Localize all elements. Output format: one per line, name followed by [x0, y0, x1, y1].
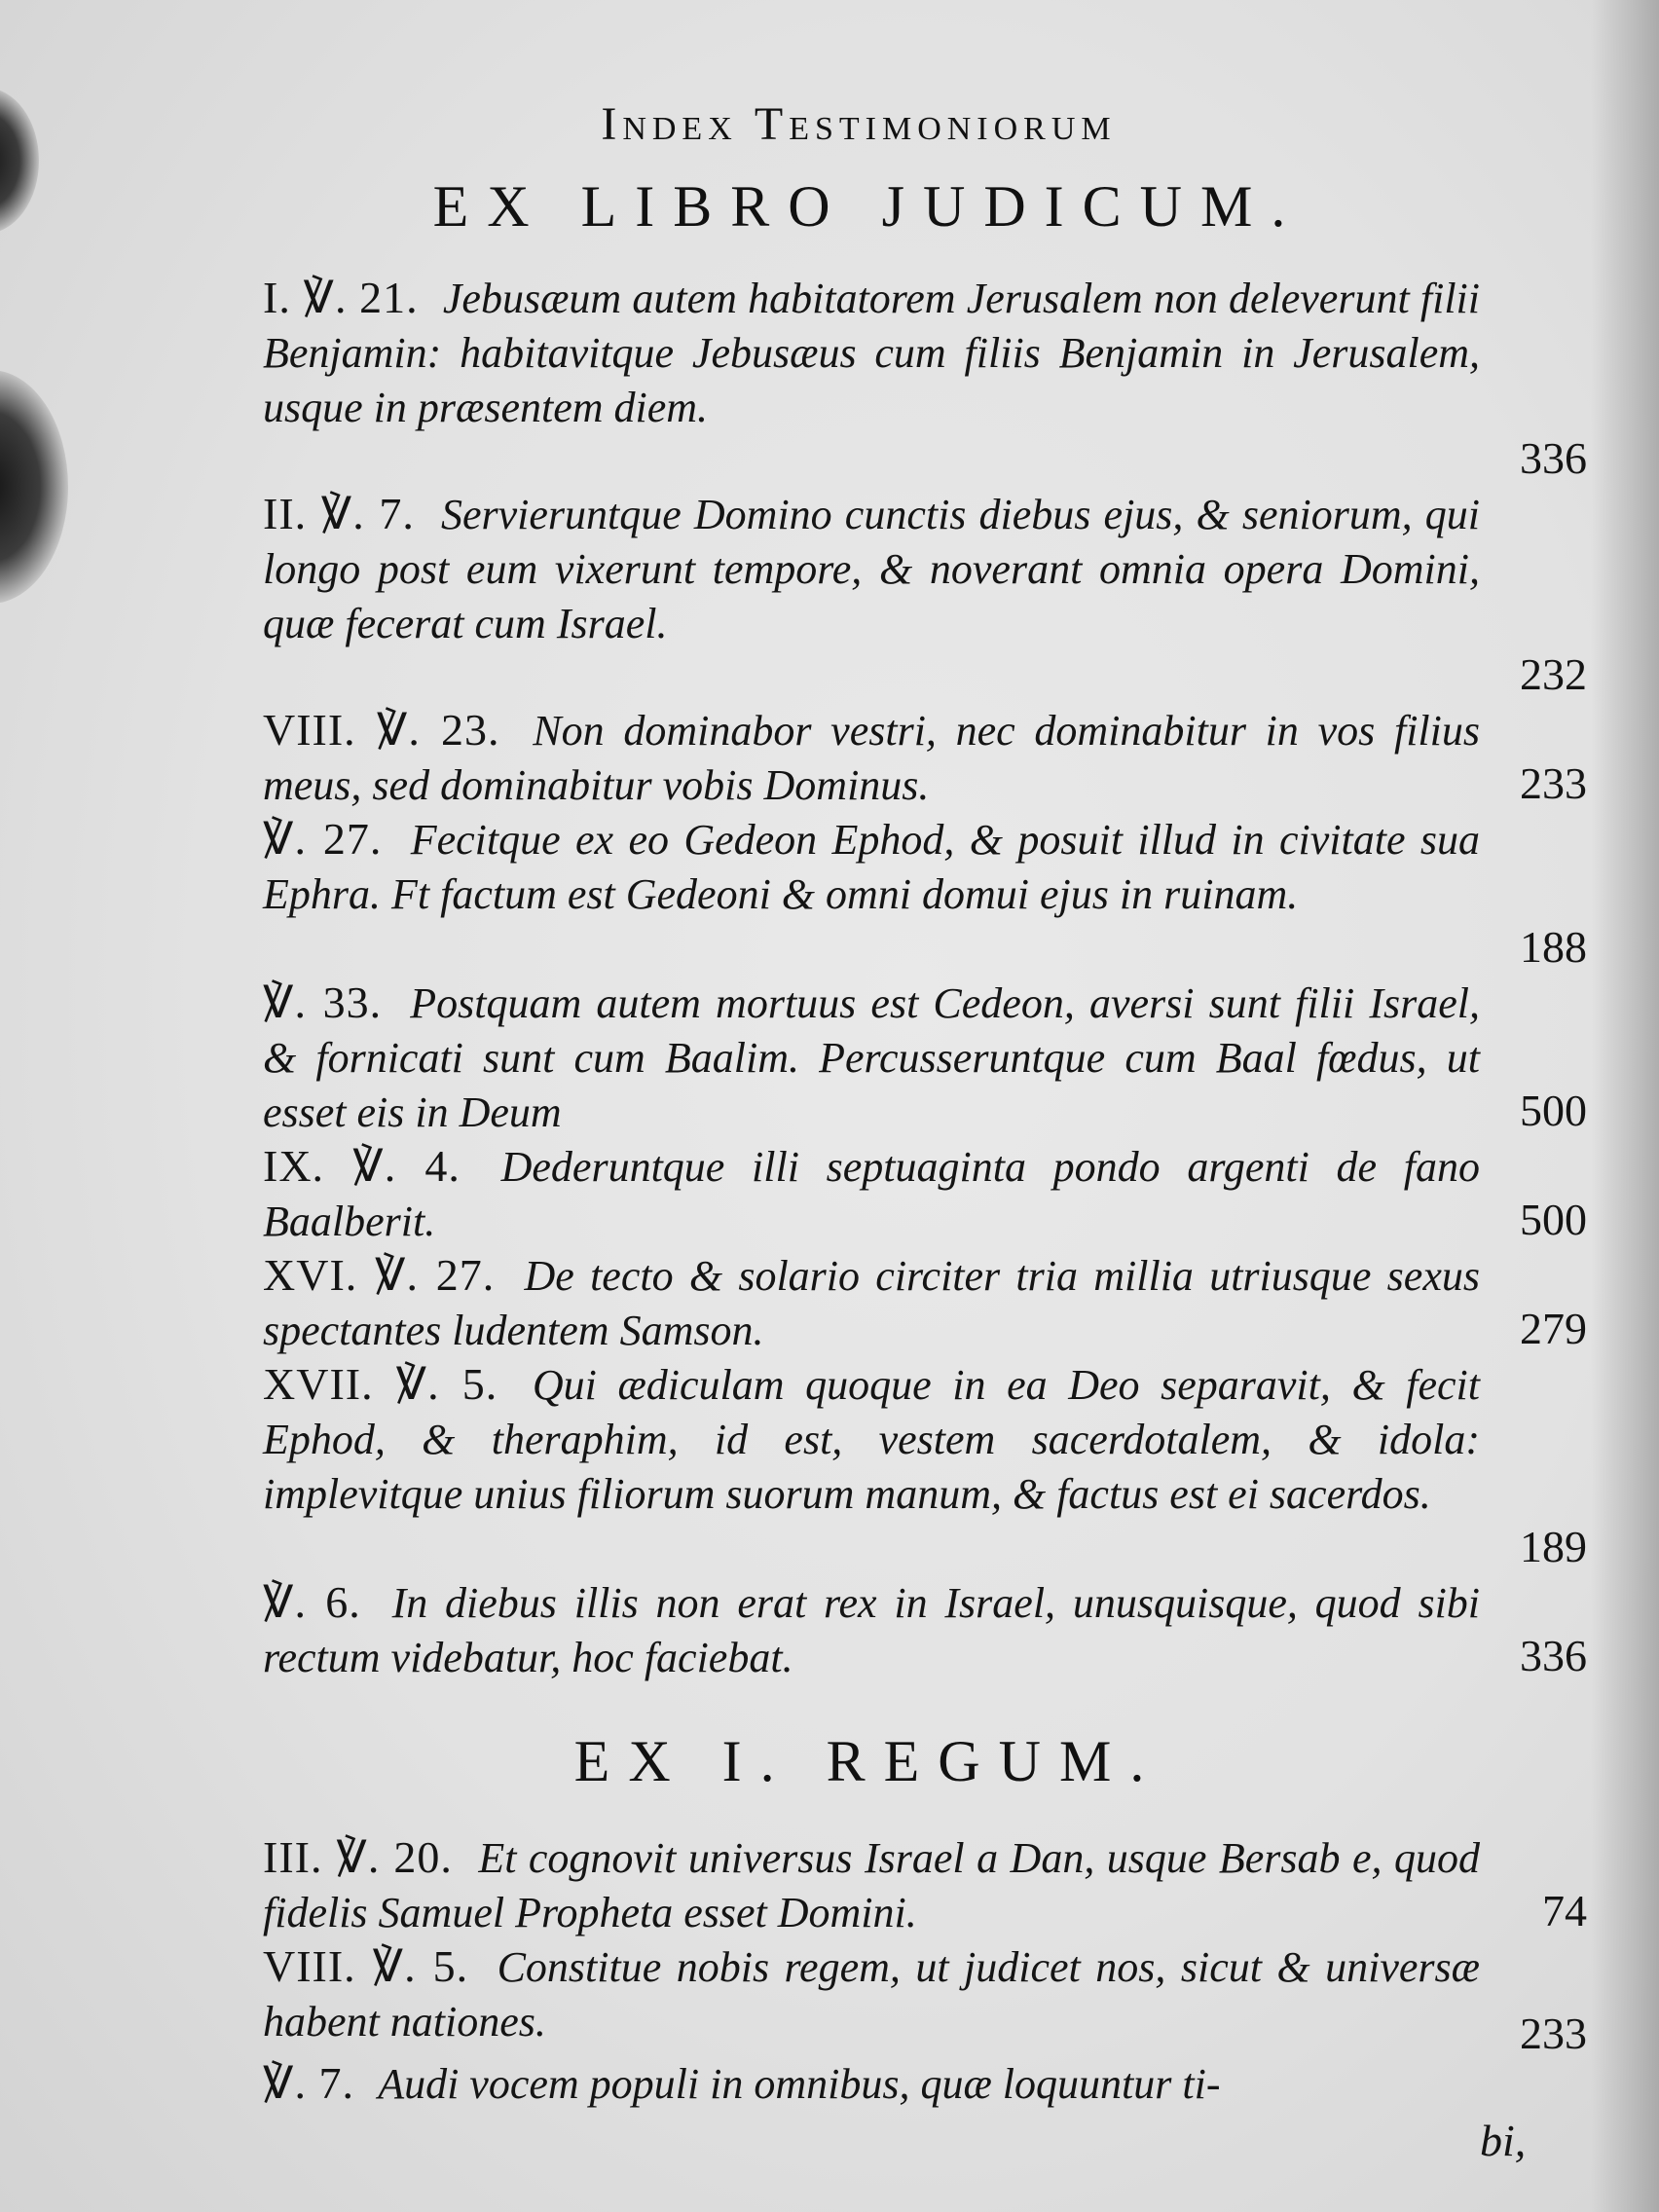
- entry-text: Servieruntque Domino cunctis diebus ejus, & seniorum, qui longo post eum vixerunt tempore, & noverant omnia opera Domini, quæ fecerat cum Israel.: [263, 491, 1480, 647]
- entry-text: Dederuntque illi septuaginta pondo argenti de fano Baalberit.: [263, 1143, 1480, 1245]
- entry-text: Qui ædiculam quoque in ea Deo separavit, & fecit Ephod, & theraphim, id est, vestem sacerdotalem, & idola: implevitque unius filiorum suorum manum, & factus est ei sacerdos.: [263, 1361, 1481, 1518]
- section-title-judicum: EX LIBRO JUDICUM.: [432, 174, 1305, 239]
- index-entry: [263, 271, 1480, 435]
- index-entry: [263, 2056, 1480, 2112]
- entry-text: Et cognovit universus Israel a Dan, usque Bersab e, quod fidelis Samuel Propheta esset Domini.: [263, 1834, 1480, 1936]
- entry-reference: ℣. 27.: [263, 814, 383, 864]
- index-entry: [263, 1939, 1480, 2049]
- index-entry: [263, 1139, 1480, 1249]
- entry-reference: IX. ℣. 4.: [263, 1141, 461, 1191]
- page-edge-shadow: [1591, 0, 1659, 2212]
- section-title-regum: EX I. REGUM.: [573, 1729, 1163, 1793]
- entry-reference: III. ℣. 20.: [263, 1832, 453, 1882]
- index-title: Index Testimoniorum: [601, 98, 1117, 150]
- entry-reference: VIII. ℣. 23.: [263, 705, 500, 755]
- ink-stain-middle: [0, 370, 68, 604]
- index-entry: [263, 1357, 1480, 1522]
- index-entry: [263, 1575, 1480, 1685]
- page-number: 233: [1520, 2009, 1587, 2058]
- entry-reference: ℣. 7.: [263, 2058, 354, 2108]
- page-number: 336: [1520, 433, 1587, 483]
- page-number: 232: [1520, 649, 1587, 699]
- page-number: 500: [1520, 1086, 1587, 1135]
- page-number: 336: [1520, 1631, 1587, 1680]
- page-number: 74: [1542, 1886, 1587, 1936]
- entry-text: Jebusæum autem habitatorem Jerusalem non deleverunt filii Benjamin: habitavitque Jebusæus cum filiis Benjamin in Jerusalem, usque in præsentem diem.: [263, 275, 1481, 431]
- index-entry: [263, 1248, 1480, 1358]
- entry-reference: XVII. ℣. 5.: [263, 1359, 498, 1409]
- entry-reference: I. ℣. 21.: [263, 273, 419, 322]
- entry-reference: XVI. ℣. 27.: [263, 1250, 496, 1300]
- entry-text: Audi vocem populi in omnibus, quæ loquuntur ti-: [378, 2060, 1221, 2108]
- index-entry: [263, 812, 1480, 922]
- page-number: 188: [1520, 922, 1587, 972]
- entry-reference: II. ℣. 7.: [263, 489, 415, 538]
- entry-text: De tecto & solario circiter tria millia utriusque sexus spectantes ludentem Samson.: [263, 1252, 1480, 1354]
- entry-reference: ℣. 33.: [263, 977, 383, 1027]
- entry-text: Fecitque ex eo Gedeon Ephod, & posuit illud in civitate sua Ephra. Ft factum est Gedeoni & omni domui ejus in ruinam.: [263, 816, 1480, 918]
- entry-text: In diebus illis non erat rex in Israel, unusquisque, quod sibi rectum videbatur, hoc faciebat.: [263, 1579, 1481, 1681]
- page-number: 500: [1520, 1195, 1587, 1244]
- page-number: 279: [1520, 1304, 1587, 1353]
- index-entry: [263, 1830, 1480, 1940]
- catchword: bi,: [1480, 2116, 1527, 2165]
- index-entry: [263, 703, 1480, 813]
- entry-reference: ℣. 6.: [263, 1577, 361, 1627]
- page-number: 189: [1520, 1522, 1587, 1571]
- entry-reference: VIII. ℣. 5.: [263, 1941, 469, 1991]
- page-number: 233: [1520, 758, 1587, 808]
- entry-text: Non dominabor vestri, nec dominabitur in vos filius meus, sed dominabitur vobis Dominus.: [263, 707, 1480, 809]
- entry-text: Constitue nobis regem, ut judicet nos, sicut & universæ habent nationes.: [263, 1943, 1480, 2046]
- index-entry: [263, 487, 1480, 651]
- index-entry: [263, 976, 1480, 1140]
- entry-text: Postquam autem mortuus est Cedeon, aversi sunt filii Israel, & fornicati sunt cum Baalim. Percusseruntque cum Baal fœdus, ut esset eis in Deum: [263, 979, 1481, 1136]
